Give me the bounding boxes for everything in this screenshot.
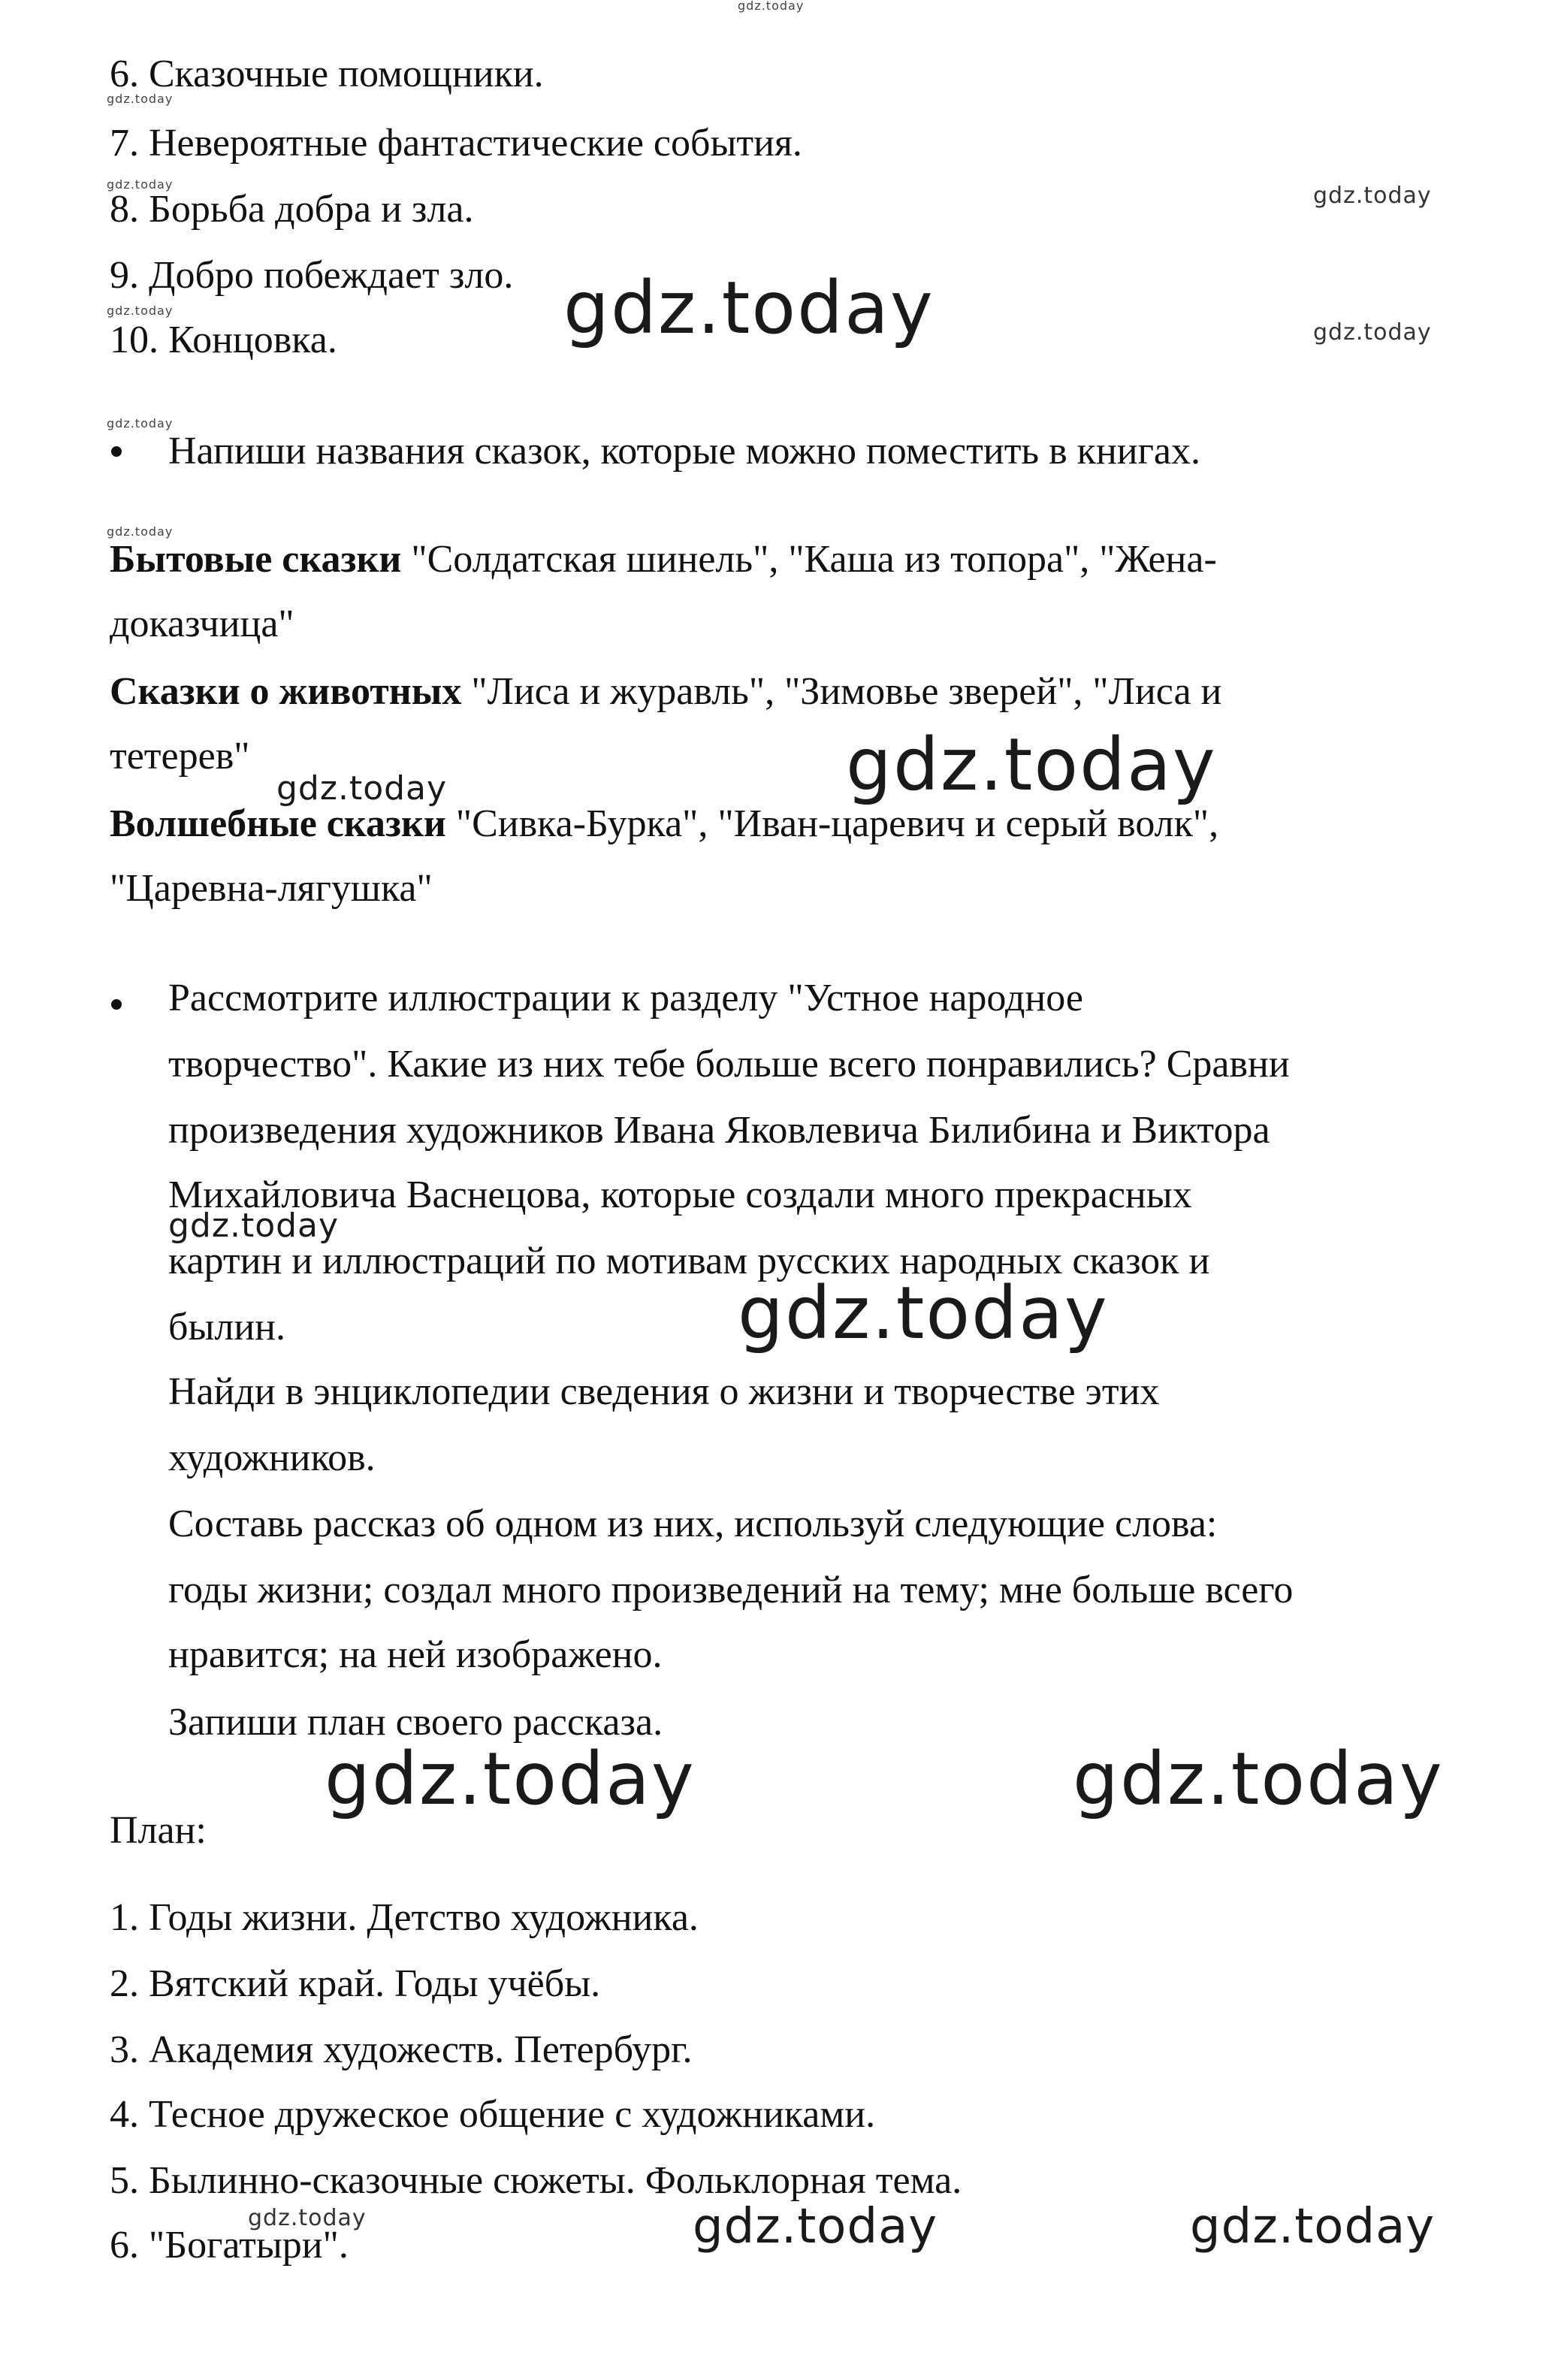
plan-item: 1. Годы жизни. Детство художника. (110, 1896, 699, 1939)
watermark: gdz.today (1313, 183, 1432, 209)
task-2-line: Михайловича Васнецова, которые создали много прекрасных (168, 1173, 1192, 1216)
watermark: gdz.today (276, 769, 448, 808)
task-1: Напиши названия сказок, которые можно поместить в книгах. (168, 430, 1201, 473)
list-item: 10. Концовка. (110, 319, 337, 361)
task-2-line: годы жизни; создал много произведений на тему; мне больше всего (168, 1569, 1294, 1611)
plan-item: 6. "Богатыри". (110, 2224, 349, 2267)
task-2-line: Найди в энциклопедии сведения о жизни и творчестве этих (168, 1370, 1160, 1413)
list-item: 9. Добро побеждает зло. (110, 254, 514, 297)
watermark: gdz.today (563, 266, 935, 350)
watermark: gdz.today (168, 1207, 340, 1245)
watermark: gdz.today (693, 2199, 938, 2255)
category-label: Волшебные сказки (110, 802, 446, 845)
task-2-line: художников. (168, 1436, 376, 1479)
category-text: "Солдатская шинель", "Каша из топора", "Жена- (401, 538, 1217, 581)
watermark: gdz.today (107, 177, 174, 192)
watermark: gdz.today (107, 416, 174, 430)
category-label: Сказки о животных (110, 670, 462, 713)
category-label: Бытовые сказки (110, 538, 402, 581)
category-magic (110, 801, 1218, 847)
task-2-line: творчество". Какие из них тебе больше всего понравились? Сравни (168, 1043, 1290, 1086)
category-text-continued: "Царевна-лягушка" (110, 867, 433, 910)
watermark: gdz.today (846, 723, 1217, 807)
category-text: "Сивка-Бурка", "Иван-царевич и серый волк", (445, 802, 1219, 845)
watermark-top: gdz.today (738, 0, 805, 13)
list-item: 7. Невероятные фантастические события. (110, 122, 802, 165)
plan-item: 4. Тесное дружеское общение с художниками. (110, 2093, 876, 2136)
watermark: gdz.today (738, 1271, 1109, 1355)
category-animals (110, 669, 1221, 715)
watermark: gdz.today (107, 524, 174, 539)
watermark: gdz.today (1313, 319, 1432, 346)
task-2-line: Составь рассказ об одном из них, используй следующие слова: (168, 1503, 1218, 1545)
plan-heading: План: (110, 1809, 207, 1852)
list-item: 8. Борьба добра и зла. (110, 188, 474, 231)
watermark: gdz.today (1073, 1737, 1444, 1821)
task-2-line: произведения художников Ивана Яковлевича Билибина и Виктора (168, 1109, 1270, 1152)
category-text: "Лиса и журавль", "Зимовье зверей", "Лиса и (461, 670, 1222, 713)
task-2-line: былин. (168, 1306, 285, 1349)
plan-item: 3. Академия художеств. Петербург. (110, 2028, 693, 2071)
category-everyday (110, 536, 1217, 583)
watermark: gdz.today (1190, 2199, 1436, 2255)
task-2-line: Запиши план своего рассказа. (168, 1701, 663, 1744)
bullet-icon (111, 999, 122, 1010)
bullet-icon (111, 446, 122, 457)
watermark: gdz.today (325, 1737, 696, 1821)
task-2-line: нравится; на ней изображено. (168, 1633, 663, 1676)
list-item: 6. Сказочные помощники. (110, 53, 544, 95)
watermark: gdz.today (248, 2205, 367, 2231)
plan-item: 5. Былинно-сказочные сюжеты. Фольклорная тема. (110, 2159, 962, 2202)
plan-item: 2. Вятский край. Годы учёбы. (110, 1962, 601, 2005)
category-text-continued: тетерев" (110, 735, 250, 778)
category-text-continued: доказчица" (110, 603, 294, 645)
watermark: gdz.today (107, 304, 174, 318)
task-2-line: Рассмотрите иллюстрации к разделу "Устное народное (168, 977, 1083, 1019)
watermark: gdz.today (107, 92, 174, 106)
task-2-line: картин и иллюстраций по мотивам русских народных сказок и (168, 1240, 1210, 1282)
